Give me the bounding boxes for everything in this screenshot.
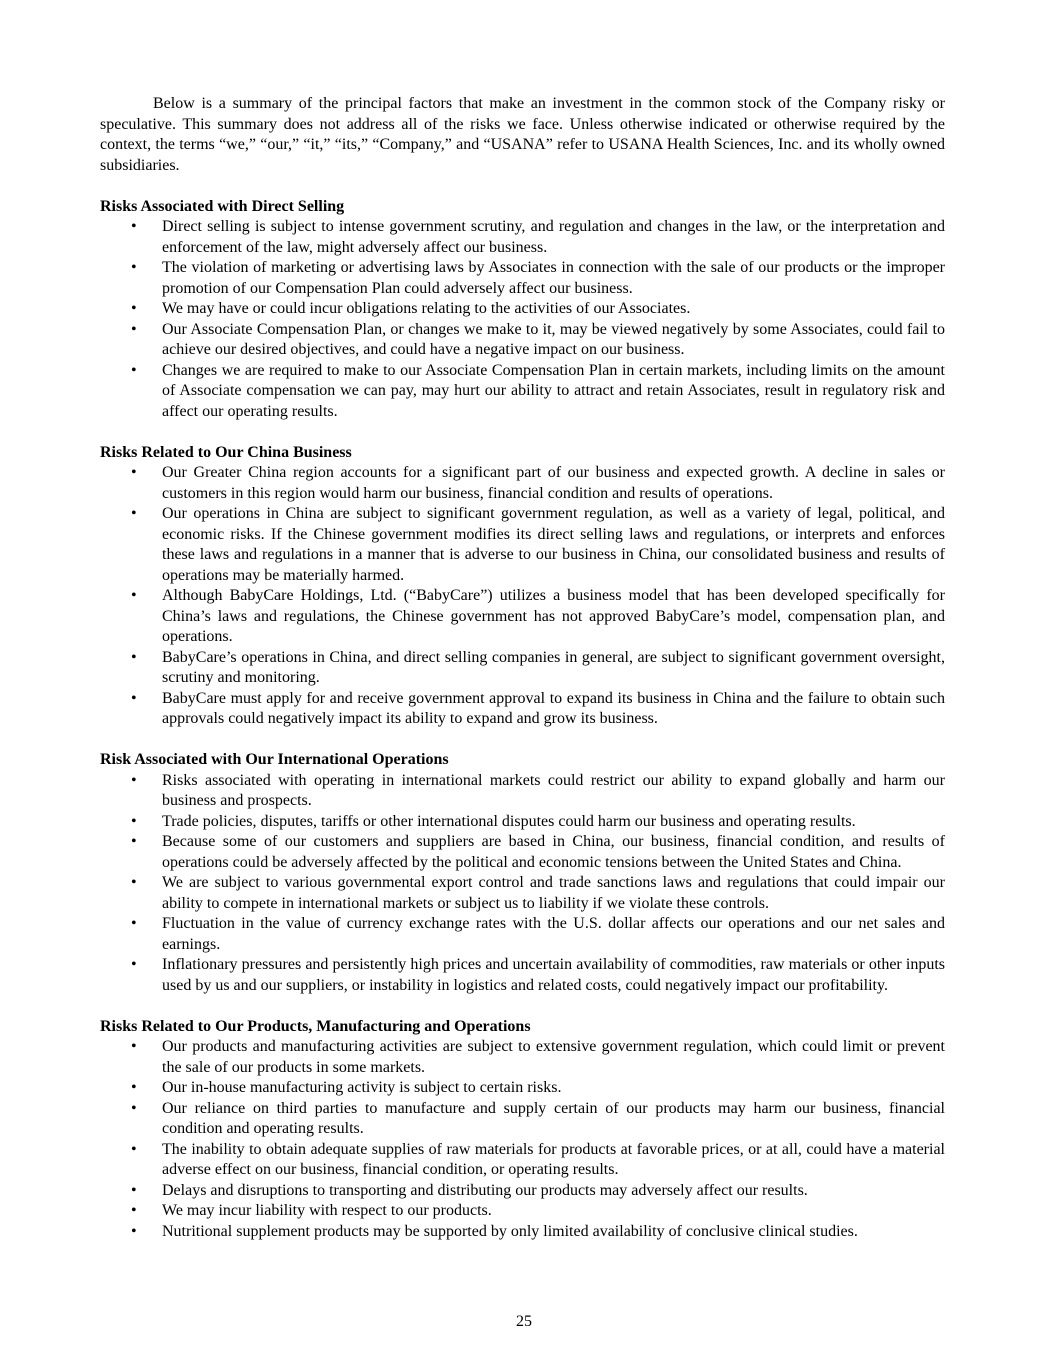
list-item (100, 771, 945, 812)
bullet-marker: • (131, 1038, 137, 1055)
bullet-marker: • (131, 648, 137, 666)
list-item (100, 299, 945, 320)
list-item (100, 258, 945, 299)
list-item (100, 873, 945, 914)
bullet-text: We may have or could incur obligations relating to the activities of our Associates. (162, 300, 691, 317)
section-heading: Risks Associated with Direct Selling (100, 197, 345, 215)
list-item (100, 955, 945, 996)
bullet-text: Nutritional supplement products may be supported by only limited availability of conclusive clinical studies. (162, 1222, 858, 1240)
section-direct-selling (100, 197, 945, 423)
bullet-text: BabyCare’s operations in China, and direct selling companies in general, are subject to significant government oversight, scrutiny and monitoring. (162, 648, 945, 686)
bullet-text: We are subject to various governmental export control and trade sanctions laws and regulations that could impair our ability to compete in international markets or subject us to liability if we violate these controls. (162, 874, 945, 912)
bullet-list (100, 1037, 945, 1242)
bullet-text: Inflationary pressures and persistently high prices and uncertain availability of commodities, raw materials or other inputs used by us and our suppliers, or instability in logistics and related costs, could negatively impact our profitability. (162, 956, 945, 994)
bullet-marker: • (131, 812, 137, 830)
list-item (100, 1201, 945, 1222)
bullet-text: The violation of marketing or advertising laws by Associates in connection with the sale of our products or the improper promotion of our Compensation Plan could adversely affect our business. (162, 259, 945, 297)
list-item (100, 361, 945, 423)
section-products-manufacturing (100, 1017, 945, 1243)
list-item (100, 463, 945, 504)
list-item (100, 1099, 945, 1140)
bullet-marker: • (131, 874, 137, 891)
bullet-list (100, 217, 945, 422)
section-heading: Risk Associated with Our International Operations (100, 751, 449, 768)
bullet-text: BabyCare must apply for and receive government approval to expand its business in China and the failure to obtain such approvals could negatively impact its ability to expand and grow its business. (162, 689, 945, 727)
bullet-marker: • (131, 771, 137, 789)
bullet-text: Because some of our customers and suppliers are based in China, our business, financial condition, and results of operations could be adversely affected by the political and economic tensions between the United States and China. (162, 833, 945, 871)
bullet-text: Fluctuation in the value of currency exchange rates with the U.S. dollar affects our operations and our net sales and earnings. (162, 915, 945, 953)
bullet-text: Our Greater China region accounts for a significant part of our business and expected growth. A decline in sales or customers in this region would harm our business, financial condition and results of operations. (162, 464, 945, 502)
bullet-list (100, 771, 945, 997)
list-item (100, 812, 945, 833)
list-item (100, 217, 945, 258)
bullet-text: We may incur liability with respect to our products. (162, 1202, 492, 1219)
bullet-marker: • (131, 505, 137, 522)
section-international-operations (100, 750, 945, 996)
bullet-text: Our products and manufacturing activities are subject to extensive government regulation, which could limit or prevent the sale of our products in some markets. (162, 1038, 945, 1076)
page-number: 25 (516, 1313, 532, 1330)
bullet-marker: • (131, 300, 137, 317)
list-item (100, 689, 945, 730)
list-item (100, 320, 945, 361)
bullet-marker: • (131, 915, 137, 932)
list-item (100, 586, 945, 648)
intro-paragraph: Below is a summary of the principal factors that make an investment in the common stock of the Company risky or speculative. This summary does not address all of the risks we face. Unless otherwise indicated or otherwise required by the context, the terms “we,” “our,” “it,” “its,” “Company,” and “USANA” refer to USANA Health Sciences, Inc. and its wholly owned subsidiaries. (100, 95, 945, 174)
bullet-marker: • (131, 259, 137, 276)
list-item (100, 1078, 945, 1099)
section-heading: Risks Related to Our Products, Manufacturing and Operations (100, 1017, 531, 1035)
bullet-text: Delays and disruptions to transporting and distributing our products may adversely affect our results. (162, 1181, 808, 1199)
bullet-marker: • (131, 361, 137, 379)
bullet-marker: • (131, 587, 137, 604)
bullet-marker: • (131, 320, 137, 338)
bullet-text: Although BabyCare Holdings, Ltd. (“BabyCare”) utilizes a business model that has been developed specifically for China’s laws and regulations, the Chinese government has not approved BabyCare’s model, compensation plan, and operations. (162, 587, 945, 645)
bullet-marker: • (131, 464, 137, 481)
bullet-text: Risks associated with operating in international markets could restrict our ability to expand globally and harm our business and prospects. (162, 771, 945, 809)
list-item (100, 1037, 945, 1078)
bullet-text: Our in-house manufacturing activity is subject to certain risks. (162, 1079, 562, 1096)
bullet-text: The inability to obtain adequate supplies of raw materials for products at favorable prices, or at all, could have a material adverse effect on our business, financial condition, or operating results. (162, 1140, 945, 1178)
section-china-business (100, 443, 945, 730)
list-item (100, 914, 945, 955)
bullet-marker: • (131, 218, 137, 235)
bullet-text: Our reliance on third parties to manufacture and supply certain of our products may harm our business, financial condition and operating results. (162, 1099, 945, 1137)
bullet-text: Our Associate Compensation Plan, or changes we make to it, may be viewed negatively by some Associates, could fail to achieve our desired objectives, and could have a negative impact on our business. (162, 320, 945, 358)
bullet-marker: • (131, 1181, 137, 1199)
bullet-marker: • (131, 689, 137, 707)
bullet-list (100, 463, 945, 730)
bullet-marker: • (131, 956, 137, 973)
section-heading: Risks Related to Our China Business (100, 443, 352, 461)
bullet-text: Trade policies, disputes, tariffs or other international disputes could harm our business and operating results. (162, 812, 856, 830)
bullet-marker: • (131, 1099, 137, 1117)
list-item (100, 504, 945, 586)
bullet-marker: • (131, 833, 137, 850)
list-item (100, 1222, 945, 1243)
list-item (100, 1140, 945, 1181)
list-item (100, 648, 945, 689)
bullet-text: Direct selling is subject to intense government scrutiny, and regulation and changes in the law, or the interpretation and enforcement of the law, might adversely affect our business. (162, 218, 945, 256)
bullet-text: Our operations in China are subject to significant government regulation, as well as a variety of legal, political, and economic risks. If the Chinese government modifies its direct selling laws and regulations, or interprets and enforces these laws and regulations in a manner that is adverse to our business in China, our consolidated business and results of operations may be materially harmed. (162, 505, 945, 584)
list-item (100, 832, 945, 873)
bullet-marker: • (131, 1140, 137, 1158)
bullet-marker: • (131, 1202, 137, 1219)
bullet-marker: • (131, 1222, 137, 1240)
bullet-text: Changes we are required to make to our Associate Compensation Plan in certain markets, including limits on the amount of Associate compensation we can pay, may hurt our ability to attract and retain Associates, result in regulatory risk and affect our operating results. (162, 361, 945, 420)
list-item (100, 1181, 945, 1202)
bullet-marker: • (131, 1079, 137, 1096)
